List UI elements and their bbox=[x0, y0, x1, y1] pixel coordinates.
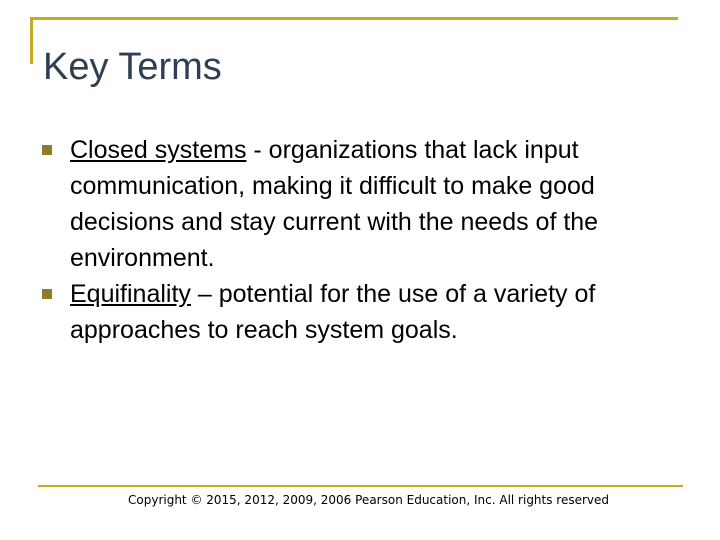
frame-top-line bbox=[30, 17, 678, 20]
slide-title: Key Terms bbox=[43, 46, 222, 88]
frame-left-line bbox=[30, 17, 33, 64]
square-bullet-icon bbox=[42, 289, 52, 299]
bullet-list bbox=[40, 132, 680, 348]
frame-bottom-line bbox=[38, 485, 683, 487]
term-closed-systems: Closed systems bbox=[70, 136, 247, 164]
definition-equifinality: – potential for the use of a variety of approaches to reach system goals. bbox=[70, 280, 596, 344]
square-bullet-icon bbox=[42, 145, 52, 155]
bullet-item-equifinality bbox=[40, 276, 680, 348]
term-equifinality: Equifinality bbox=[70, 280, 191, 308]
copyright-footer: Copyright © 2015, 2012, 2009, 2006 Pearson Education, Inc. All rights reserved bbox=[128, 493, 610, 507]
bullet-item-closed-systems bbox=[40, 132, 680, 276]
definition-closed-systems: - organizations that lack input communication, making it difficult to make good decisions and stay current with the needs of the environment. bbox=[70, 136, 599, 272]
